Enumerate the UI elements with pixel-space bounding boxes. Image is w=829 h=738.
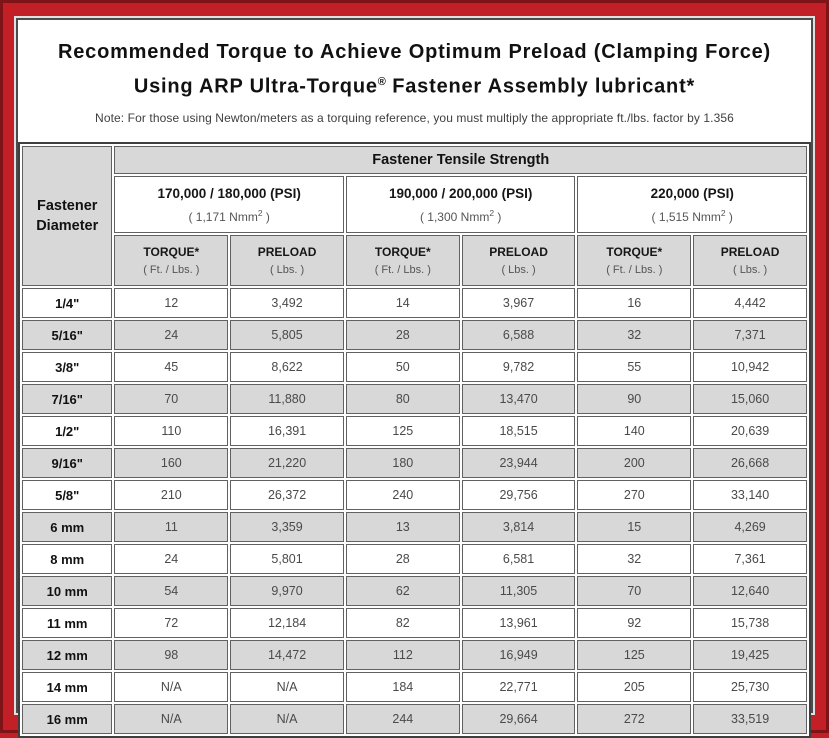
torque-value-cell: 210 [114,480,228,510]
torque-value-cell: 244 [346,704,460,734]
torque-column-header [114,235,228,286]
torque-value-cell: 32 [577,544,691,574]
preload-value-cell: 20,639 [693,416,807,446]
note-text: Note: For those using Newton/meters as a torquing reference, you must multiply the appropriate ft./lbs. factor by 1.356 [95,110,734,125]
torque-value-cell: 16 [577,288,691,318]
preload-value-cell: 25,730 [693,672,807,702]
preload-value-cell: 11,305 [462,576,576,606]
preload-value-cell: 3,359 [230,512,344,542]
preload-value-cell: 6,581 [462,544,576,574]
header-row-tensile [22,146,807,174]
preload-value-cell: 7,361 [693,544,807,574]
table-wrap [18,142,811,738]
diameter-cell: 5/16" [22,320,112,350]
torque-value-cell: 54 [114,576,228,606]
torque-unit: ( Ft. / Lbs. ) [143,264,200,276]
preload-value-cell: 19,425 [693,640,807,670]
preload-value-cell: 5,801 [230,544,344,574]
preload-value-cell: 21,220 [230,448,344,478]
nmm-superscript: 2 [489,207,495,218]
torque-value-cell: 13 [346,512,460,542]
nmm-open: ( 1,300 Nmm [419,209,490,224]
torque-value-cell: 24 [114,544,228,574]
table-row [22,288,807,318]
nmm-superscript: 2 [720,207,726,218]
table-row [22,704,807,734]
torque-value-cell: 28 [346,544,460,574]
content-panel [16,18,813,727]
tensile-strength-header: Fastener Tensile Strength [114,146,807,174]
title-block [18,20,811,142]
preload-value-cell: 8,622 [230,352,344,382]
psi-label: 220,000 (PSI) [650,185,734,201]
torque-value-cell: 92 [577,608,691,638]
torque-unit: ( Ft. / Lbs. ) [374,264,431,276]
torque-value-cell: 180 [346,448,460,478]
diameter-cell: 12 mm [22,640,112,670]
diameter-cell: 10 mm [22,576,112,606]
preload-value-cell: 29,756 [462,480,576,510]
preload-value-cell: N/A [230,704,344,734]
psi-group-170-180 [114,176,344,233]
title-line-2-suffix: Fastener Assembly lubricant* [385,75,696,98]
preload-value-cell: 12,640 [693,576,807,606]
preload-value-cell: 16,949 [462,640,576,670]
preload-unit: ( Lbs. ) [501,264,536,276]
preload-value-cell: 3,814 [462,512,576,542]
torque-label: TORQUE* [606,245,663,259]
torque-value-cell: 90 [577,384,691,414]
table-row [22,448,807,478]
header-row-psi-groups [22,176,807,233]
preload-value-cell: 14,472 [230,640,344,670]
preload-value-cell: 26,668 [693,448,807,478]
preload-value-cell: 3,492 [230,288,344,318]
torque-value-cell: 82 [346,608,460,638]
table-row [22,320,807,350]
diameter-cell: 7/16" [22,384,112,414]
preload-value-cell: 4,442 [693,288,807,318]
torque-value-cell: 272 [577,704,691,734]
diameter-cell: 1/4" [22,288,112,318]
torque-value-cell: 80 [346,384,460,414]
table-row [22,672,807,702]
torque-value-cell: 32 [577,320,691,350]
psi-group-220 [577,176,807,233]
preload-value-cell: 9,970 [230,576,344,606]
torque-value-cell: 125 [577,640,691,670]
torque-unit: ( Ft. / Lbs. ) [606,264,663,276]
preload-column-header [230,235,344,286]
preload-value-cell: 15,738 [693,608,807,638]
torque-value-cell: 11 [114,512,228,542]
preload-value-cell: 10,942 [693,352,807,382]
nmm-label [578,208,806,224]
nmm-close: ) [494,209,502,224]
preload-value-cell: 7,371 [693,320,807,350]
preload-label: PRELOAD [720,245,780,259]
torque-column-header [577,235,691,286]
preload-value-cell: 33,519 [693,704,807,734]
registered-trademark-icon: ® [377,76,386,88]
preload-value-cell: 3,967 [462,288,576,318]
torque-value-cell: N/A [114,672,228,702]
torque-value-cell: 160 [114,448,228,478]
psi-label: 170,000 / 180,000 (PSI) [157,185,301,201]
preload-column-header [693,235,807,286]
diameter-cell: 14 mm [22,672,112,702]
diameter-cell: 6 mm [22,512,112,542]
torque-value-cell: 24 [114,320,228,350]
torque-value-cell: 98 [114,640,228,670]
diameter-cell: 3/8" [22,352,112,382]
diameter-cell: 11 mm [22,608,112,638]
torque-column-header [346,235,460,286]
preload-value-cell: 11,880 [230,384,344,414]
torque-value-cell: 240 [346,480,460,510]
torque-value-cell: 200 [577,448,691,478]
torque-value-cell: 28 [346,320,460,350]
torque-value-cell: 112 [346,640,460,670]
torque-value-cell: 70 [114,384,228,414]
table-row [22,544,807,574]
torque-value-cell: 72 [114,608,228,638]
preload-value-cell: 12,184 [230,608,344,638]
table-row [22,512,807,542]
page-title-line-2 [18,67,811,102]
preload-value-cell: N/A [230,672,344,702]
torque-value-cell: 15 [577,512,691,542]
corner-header-fastener-diameter: Fastener Diameter [22,146,112,286]
torque-value-cell: 125 [346,416,460,446]
table-row [22,608,807,638]
preload-unit: ( Lbs. ) [732,264,768,276]
preload-value-cell: 6,588 [462,320,576,350]
nmm-open: ( 1,171 Nmm [188,209,258,224]
torque-value-cell: N/A [114,704,228,734]
preload-value-cell: 33,140 [693,480,807,510]
torque-value-cell: 205 [577,672,691,702]
torque-value-cell: 70 [577,576,691,606]
nmm-label [347,208,575,224]
table-row [22,416,807,446]
preload-value-cell: 4,269 [693,512,807,542]
nmm-close: ) [262,209,270,224]
table-row [22,384,807,414]
preload-value-cell: 22,771 [462,672,576,702]
diameter-cell: 8 mm [22,544,112,574]
preload-value-cell: 29,664 [462,704,576,734]
table-row [22,576,807,606]
page-title-line-1: Recommended Torque to Achieve Optimum Preload (Clamping Force) [57,41,772,63]
table-row [22,352,807,382]
preload-label: PRELOAD [257,245,317,259]
torque-value-cell: 50 [346,352,460,382]
preload-value-cell: 13,961 [462,608,576,638]
preload-label: PRELOAD [489,245,548,259]
preload-value-cell: 26,372 [230,480,344,510]
psi-label: 190,000 / 200,000 (PSI) [389,185,533,201]
torque-label: TORQUE* [143,245,200,259]
torque-value-cell: 270 [577,480,691,510]
preload-unit: ( Lbs. ) [269,264,305,276]
torque-value-cell: 55 [577,352,691,382]
torque-value-cell: 12 [114,288,228,318]
diameter-cell: 16 mm [22,704,112,734]
torque-label: TORQUE* [374,245,431,259]
preload-value-cell: 18,515 [462,416,576,446]
preload-value-cell: 15,060 [693,384,807,414]
nmm-close: ) [725,209,733,224]
torque-value-cell: 184 [346,672,460,702]
preload-value-cell: 5,805 [230,320,344,350]
preload-value-cell: 16,391 [230,416,344,446]
torque-value-cell: 14 [346,288,460,318]
preload-value-cell: 23,944 [462,448,576,478]
table-row [22,640,807,670]
diameter-cell: 9/16" [22,448,112,478]
preload-value-cell: 9,782 [462,352,576,382]
diameter-cell: 1/2" [22,416,112,446]
table-row [22,480,807,510]
preload-value-cell: 13,470 [462,384,576,414]
torque-value-cell: 140 [577,416,691,446]
psi-group-190-200 [346,176,576,233]
preload-column-header [462,235,576,286]
nmm-open: ( 1,515 Nmm [651,209,721,224]
nmm-superscript: 2 [257,207,263,218]
diameter-cell: 5/8" [22,480,112,510]
title-line-2-prefix: Using ARP Ultra-Torque [133,75,378,98]
nmm-label [115,208,343,224]
header-row-columns [22,235,807,286]
torque-value-cell: 62 [346,576,460,606]
torque-table [18,142,811,738]
torque-value-cell: 45 [114,352,228,382]
torque-value-cell: 110 [114,416,228,446]
